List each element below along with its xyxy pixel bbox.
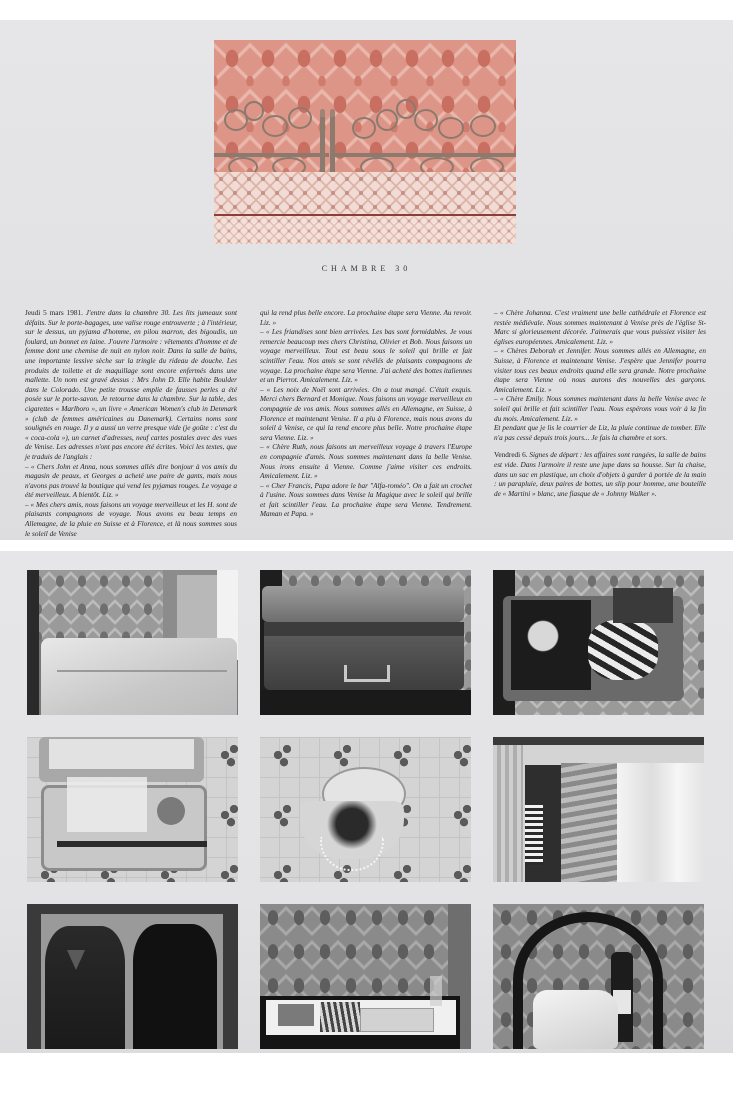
photo-open-suitcase-clothes xyxy=(493,570,704,715)
postcard-text: – « Mes chers amis, nous faisons un voyage merveilleux et les H. sont de plaisants compagnons de voyage. Nous avons eu beau temps en Allemagne, de la pluie en Suisse et à Florence, et là nous sommes sous le soleil de Venise xyxy=(25,500,237,538)
photo-half-open-suitcase xyxy=(260,570,471,715)
postcard-text: – « Chère Ruth, nous faisons un merveilleux voyage à travers l'Europe en compagnie d'amis. Nous sommes maintenant dans la belle Venise. Nous irons ensuite à Vienne. Comme j'aime visiter ces endroits. Amicalement. Liz. » xyxy=(260,443,472,481)
bedspread-cover xyxy=(214,216,516,244)
text-column-2 xyxy=(260,309,472,520)
diary-entry: Jeudi 5 mars 1981. J'entre dans la chambre 30. Les lits jumeaux sont défaits. Sur le porte-bagages, une valise rouge entrouverte ; à l'intérieur, sur le dessus, un pyjama d'homme, en pilou marron, des bigoudis, un foulard, un bonnet en laine. J'ouvre l'armoire : vêtements d'homme et de femme dont une chemise de nuit en nylon noir. Dans la salle de bains, une importante lessive sèche sur la tringle du rideau de douche. Les produits de toilette et de maquillage sont encore enfermés dans une mallette. Un nom est gravé dessus : Mrs John D. Elle habite Boulder dans le Colorado. Une petite trousse emplie de fausses perles a été posée sur le porte-savon. Je retourne dans la chambre. Sur la table, des cigarettes « Marlboro », un livre « American Women's club in Denmark » (club de femmes américaines au Danemark). Certains noms sont soulignés en rouge. Il y a aussi un verre presque vide (je goûte : c'est du « coca-cola »), un carnet d'adresses, neuf cartes postales avec des vues de Venise. Les adresses n'ont pas encore été écrites. Voici les textes, que je traduis de l'anglais : xyxy=(25,309,237,461)
headboard-left xyxy=(214,95,329,175)
bedspread-pillows xyxy=(214,172,516,216)
photo-table-postcards xyxy=(260,904,471,1049)
hero-photo-bedroom xyxy=(214,40,516,244)
photo-toiletry-case xyxy=(27,737,238,882)
text-panel xyxy=(0,20,733,540)
postcard-text: – « Chère Johanna. C'est vraiment une belle cathédrale et Florence est restée médiévale. Nous sommes maintenant à Venise près de l'église St-Marc si glorieusement décorée. J'aimerais que vous puissiez visiter les églises européennes. Amicalement. Liz. » xyxy=(494,309,706,346)
postcard-text: – « Cher Francis, Papa adore le bar "Alfa-roméo". On a fait un crochet à l'usine. Nous sommes dans Venise la Magique avec le soleil qui brille et fait scintiller l'eau. La prochaine étape sera Vienne. Tendrement. Maman et Papa. » xyxy=(260,481,472,519)
photo-wardrobe-clothes xyxy=(493,737,704,882)
diary-entry: Vendredi 6. Signes de départ : les affaires sont rangées, la salle de bains est vide. Dans l'armoire il reste une jupe dans sa housse. Sur la chaise, dans un sac en plastique, un choix d'objets à garder à portée de la main : un parapluie, deux paires de bottes, un slip pour homme, une bouteille de « Martini » blanc, une fiasque de « Johnny Walker ». xyxy=(494,451,707,498)
postcard-text: – « Les noix de Noël sont arrivées. On a tout mangé. C'était exquis. Merci chers Bernard et Monique. Nous faisons un voyage merveilleux en compagnie de vos amis. Nous sommes allés en Allemagne, en Suisse, à Florence et maintenant Venise. Il a plu à Florence, mais nous avons du soleil à Venise, ce qui la rend encore plus belle. Notre prochaine étape sera Vienne. Liz. » xyxy=(260,385,472,442)
postcard-text: – « Chère Emily. Nous sommes maintenant dans la belle Venise avec le soleil qui brille et fait scintiller l'eau. Nous espérons vous voir à la fin du mois. Amicalement. Liz. » xyxy=(494,395,706,423)
postcard-text: – « Chers John et Anna, nous sommes allés dire bonjour à vos amis du magasin de peaux, et Georges a acheté une paire de gants, mais nous n'avons pas trouvé la boutique qui vend les pyjamas rouges. Le voyage a été merveilleux. A bientôt. Liz. » xyxy=(25,462,237,500)
entry-date: Jeudi 5 mars 1981. xyxy=(25,309,83,317)
text-column-1 xyxy=(25,309,237,539)
photo-caption: CHAMBRE 30 xyxy=(321,264,412,273)
photo-grid-panel xyxy=(0,551,733,1053)
photo-wardrobe-dark-garments xyxy=(27,904,238,1049)
diary-text: Et pendant que je lis le courrier de Liz, la pluie continue de tomber. Elle n'a pas cessé depuis trois jours... Je fais la chambre et sors. xyxy=(494,424,706,442)
headboard-right xyxy=(330,95,516,175)
postcard-text: – « Les friandises sont bien arrivées. Les bas sont formidables. Je vous remercie beaucoup mes chers Christina, Olivier et Bob. Nous faisons un voyage merveilleux. Tout est beau sous le soleil qui brille et fait scintiller l'eau. Nos amis se sont révélés de plaisants compagnons de voyage. La prochaine étape sera Vienne. J'ai acheté des bottes italiennes et un Pierrot. Amicalement. Liz. » xyxy=(260,328,472,385)
photo-chair-bag-martini xyxy=(493,904,704,1049)
entry-date: Vendredi 6. xyxy=(494,451,528,460)
postcard-text: – « Chères Deborah et Jennifer. Nous sommes allés en Allemagne, en Suisse, à Florence et maintenant Venise. J'espère que Jennifer pourra visiter tous ces beaux endroits quand elle sera grande. Notre prochaine étape sera Vienne où nous aurons des nouvelles des garçons. Amicalement. Liz. » xyxy=(494,347,706,394)
postcard-text: qui la rend plus belle encore. La prochaine étape sera Vienne. Au revoir. Liz. » xyxy=(260,309,472,327)
text-column-3 xyxy=(494,309,706,499)
photo-pearl-pouch xyxy=(260,737,471,882)
photo-unmade-twin-beds xyxy=(27,570,238,715)
